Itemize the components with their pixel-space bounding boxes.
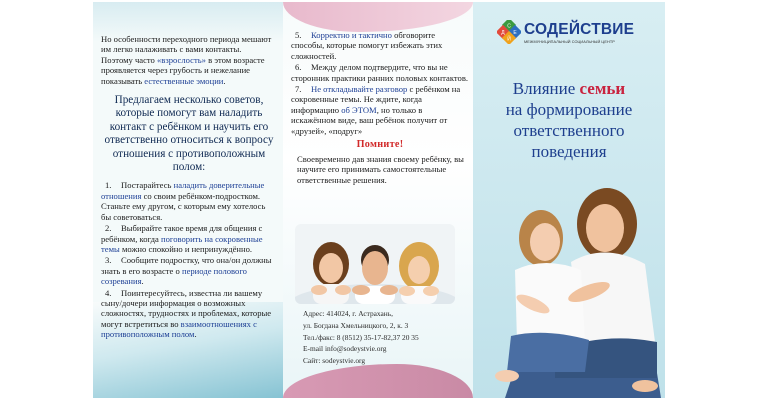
text-fragment: Сообщите подростку, что она/он должны знать в его возрасте о [101,255,272,276]
organization-logo [497,20,634,44]
text-fragment: , но только в искажённом виде, ваш ребёнок получит от «друзей», «подруг» [291,104,448,136]
tip-number: 2. [105,223,112,234]
text-fragment: в этом возрасте проявляется через грубость и нежелание показывать [101,54,265,86]
text-fragment: Постарайтесь [121,180,174,191]
tips-list-1 [101,180,277,339]
tips-list-2 [291,30,469,136]
text-fragment: . [194,329,197,340]
advice-heading: Предлагаем несколько советов, которые помогут вам наладить контакт с ребёнком и научить его ответственно относиться к вопросу отношения с противоположным полом: [104,94,274,174]
tip-number: 5. [295,30,302,40]
brochure [93,2,665,398]
tip-number: 1. [105,180,112,191]
panel-middle [283,2,473,398]
brochure-title [481,78,657,162]
logo-letter: Е [513,30,517,36]
panel-right [473,2,665,398]
tip-item [291,84,469,136]
highlighted-text: об ЭТОМ [341,104,377,115]
highlighted-text: взаимоотношениях с противоположным полом [101,318,257,340]
text-fragment: Поэтому часто [101,54,157,65]
text-fragment: Выбирайте такое время для общения с ребёнком, когда [101,223,263,244]
logo-letter: Д [501,30,505,36]
tip-item [101,255,277,286]
contact-line: ул. Богдана Хмельницкого, 2, к. 3 [303,320,409,330]
text-fragment: Но особенности переходного периода мешают им легко налаживать с вами контакты. [101,34,272,55]
tip-item [101,180,277,222]
tip-item [291,62,469,83]
highlighted-text: «взрослость» [157,54,206,65]
tip-number: 6. [295,62,302,73]
title-accent: семьи [579,79,626,98]
highlighted-text: естественные эмоции [144,75,224,86]
intro-text [101,34,277,86]
logo-name: СОДЕЙСТВИЕ [524,20,635,38]
text-fragment: . [223,75,226,86]
family-photo [295,224,455,304]
text-fragment: со своим ребёнком-подростком. Станьте ему другом, с которым ему хотелось бы советоваться. [101,190,266,222]
contact-line: Адрес: 414024, г. Астрахань, [303,309,393,318]
intro-paragraph [101,34,277,55]
tip-number: 7. [295,84,302,95]
text-fragment: Поинтересуйтесь, известна ли вашему сыну/дочери информация о возможных сложностях, трудностях и проблемах, которые могут встретиться во [101,287,272,329]
logo-letter: С [507,23,511,30]
mother-daughter-photo [485,172,661,398]
panel-left [93,2,283,398]
tip-number: 3. [105,255,112,266]
tip-item [291,30,469,61]
highlighted-text: периоде полового созревания [101,265,247,287]
remember-title: Помните! [356,139,404,151]
contact-info [303,308,468,367]
text-fragment: Между делом подтвердите, что вы не сторонник практики ранних половых контактов. [291,62,469,83]
tip-item [101,288,277,340]
title-start: Влияние [512,79,580,98]
contact-line: Сайт: sodeystvie.org [303,356,366,366]
text-fragment: с ребёнком на сокровенные темы. Не ждите, когда информацию [291,84,461,115]
highlighted-text: наладить доверительные отношения [101,180,265,201]
remember-text: Своевременно дав знания своему ребёнку, вы научите его принимать самостоятельные ответственные решения. [297,154,464,185]
text-fragment: можно спокойно и непринуждённо. [119,243,253,254]
intro-paragraph [101,55,277,86]
logo-letter: Й [507,36,511,43]
highlighted-text: поговорить на сокровенные темы [101,233,263,254]
logo-icon [497,20,521,44]
tip-number: 4. [105,287,112,298]
contact-line: E-mail info@sodeystvie.org [303,344,387,354]
title-rest: на формирование ответственного поведения [505,100,633,161]
highlighted-text: Корректно и тактично [311,30,392,40]
text-fragment: . [141,276,144,287]
text-fragment: обговорите способы, которые помогут избежать этих сложностей. [291,30,443,61]
highlighted-text: Не откладывайте разговор [311,84,408,95]
logo-subtitle: МЕЖМУНИЦИПАЛЬНЫЙ СОЦИАЛЬНЫЙ ЦЕНТР [524,39,615,44]
tip-item [101,223,277,254]
contact-line: Тел./факс: 8 (8512) 35-17-82,37 20 35 [303,332,419,342]
